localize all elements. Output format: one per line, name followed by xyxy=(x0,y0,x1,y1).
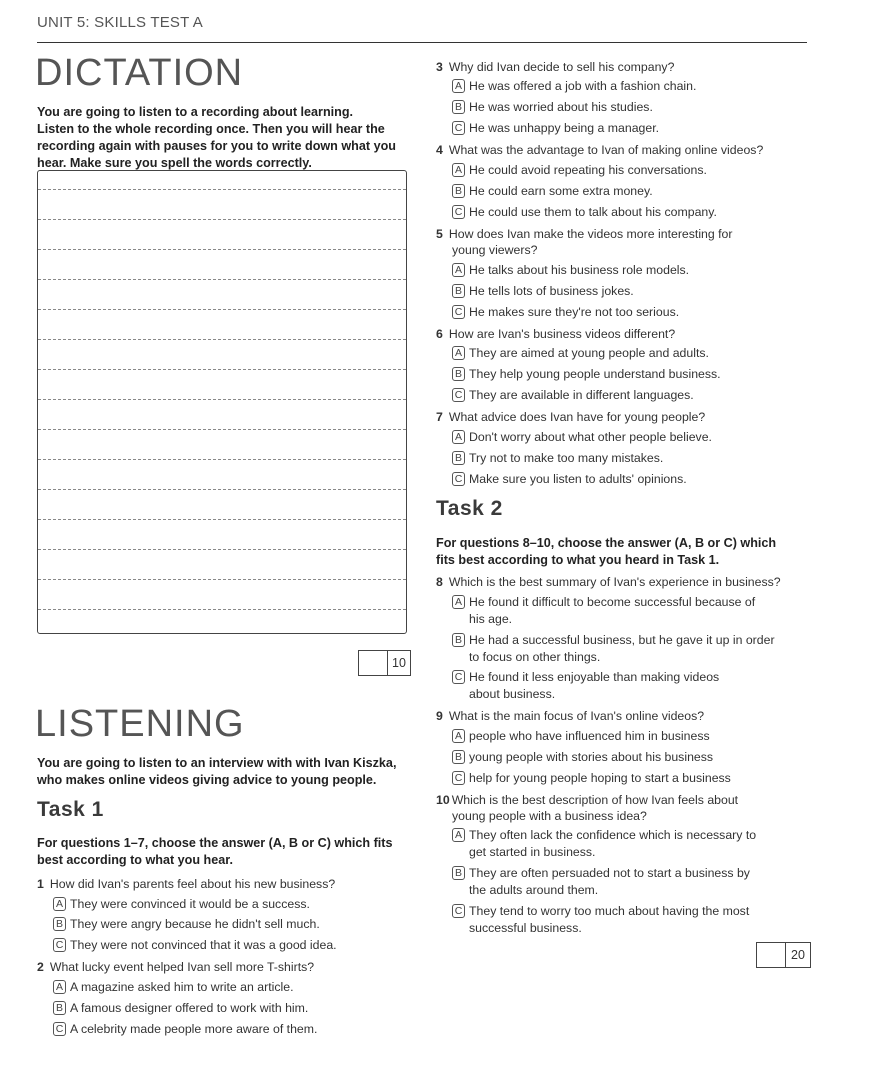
option-letter: A xyxy=(452,263,465,277)
dictation-instructions xyxy=(37,104,396,172)
option-text-line: the adults around them. xyxy=(469,883,599,897)
option-letter: C xyxy=(452,305,465,319)
question-text: What is the main focus of Ivan's online videos? xyxy=(448,709,705,723)
listening-instruction-line: You are going to listen to an interview with with Ivan Kiszka, xyxy=(37,756,397,770)
option-text-line: to focus on other things. xyxy=(469,650,601,664)
writing-line xyxy=(38,549,406,550)
option-text: A famous designer offered to work with him. xyxy=(70,1001,309,1015)
option-letter: A xyxy=(452,729,465,743)
option-text: They were angry because he didn't sell much. xyxy=(70,917,320,931)
option-letter: B xyxy=(452,866,465,880)
question-3 xyxy=(436,59,674,75)
writing-line xyxy=(38,459,406,460)
option-letter: B xyxy=(452,100,465,114)
question-text: What advice does Ivan have for young people? xyxy=(448,410,706,424)
option-text: He was unhappy being a manager. xyxy=(469,121,660,135)
option-letter: A xyxy=(452,79,465,93)
dictation-score-box[interactable] xyxy=(358,650,411,676)
option-text: Make sure you listen to adults' opinions. xyxy=(469,472,687,486)
option-letter: C xyxy=(452,904,465,918)
option-text xyxy=(469,669,719,703)
option-text-line: get started in business. xyxy=(469,845,596,859)
option-text: They are aimed at young people and adults. xyxy=(469,346,709,360)
option-text: He was worried about his studies. xyxy=(469,100,653,114)
question-text: How does Ivan make the videos more interesting for xyxy=(448,227,733,241)
writing-line xyxy=(38,609,406,610)
option-letter: A xyxy=(452,346,465,360)
writing-line xyxy=(38,369,406,370)
question-8 xyxy=(436,574,781,590)
question-5 xyxy=(436,226,733,258)
option-letter: C xyxy=(452,388,465,402)
option-text: help for young people hoping to start a business xyxy=(469,771,731,785)
option-letter: B xyxy=(53,917,66,931)
header-divider xyxy=(37,42,807,43)
task1-instructions xyxy=(37,835,393,869)
writing-line xyxy=(38,189,406,190)
writing-line xyxy=(38,279,406,280)
writing-line xyxy=(38,429,406,430)
option-text-line: about business. xyxy=(469,687,556,701)
task1-instruction-line: best according to what you hear. xyxy=(37,853,233,867)
writing-line xyxy=(38,309,406,310)
question-number: 7 xyxy=(436,410,443,424)
option-text: He talks about his business role models. xyxy=(469,263,690,277)
question-1 xyxy=(37,876,335,892)
option-text-line: He had a successful business, but he gave it up in order xyxy=(469,633,775,647)
dictation-instruction-line: You are going to listen to a recording about learning. xyxy=(37,105,354,119)
score-total: 20 xyxy=(791,948,805,962)
question-number: 3 xyxy=(436,60,443,74)
score-blank[interactable] xyxy=(359,651,388,675)
option-text-line: He found it difficult to become successful because of xyxy=(469,595,756,609)
writing-line xyxy=(38,399,406,400)
dictation-instruction-line: Listen to the whole recording once. Then you will hear the xyxy=(37,122,385,136)
question-text: Which is the best summary of Ivan's experience in business? xyxy=(448,575,781,589)
unit-header: UNIT 5: SKILLS TEST A xyxy=(37,14,203,31)
option-text: people who have influenced him in business xyxy=(469,729,710,743)
dictation-title: DICTATION xyxy=(35,52,244,94)
option-letter: A xyxy=(452,595,465,609)
writing-line xyxy=(38,249,406,250)
question-text: young people with a business idea? xyxy=(452,809,647,823)
option-letter: C xyxy=(53,1022,66,1036)
option-text: He could earn some extra money. xyxy=(469,184,653,198)
question-number: 5 xyxy=(436,227,443,241)
question-number: 8 xyxy=(436,575,443,589)
task2-instruction-line: fits best according to what you heard in Task 1. xyxy=(436,553,720,567)
option-text-line: He found it less enjoyable than making videos xyxy=(469,670,720,684)
question-text: How are Ivan's business videos different? xyxy=(448,327,676,341)
task1-title: Task 1 xyxy=(37,798,104,821)
option-letter: A xyxy=(452,828,465,842)
option-letter: B xyxy=(53,1001,66,1015)
question-text: What was the advantage to Ivan of making online videos? xyxy=(448,143,764,157)
question-text: young viewers? xyxy=(452,243,538,257)
option-text: He could avoid repeating his conversations. xyxy=(469,163,707,177)
question-4 xyxy=(436,142,763,158)
option-text-line: successful business. xyxy=(469,921,582,935)
option-text xyxy=(469,903,749,937)
option-text: They were convinced it would be a success. xyxy=(70,897,310,911)
option-text xyxy=(469,632,775,666)
option-text: He tells lots of business jokes. xyxy=(469,284,634,298)
question-9 xyxy=(436,708,704,724)
option-text: Try not to make too many mistakes. xyxy=(469,451,664,465)
option-text: They were not convinced that it was a good idea. xyxy=(70,938,337,952)
option-letter: A xyxy=(53,897,66,911)
option-letter: B xyxy=(452,750,465,764)
option-text-line: They often lack the confidence which is necessary to xyxy=(469,828,757,842)
option-letter: C xyxy=(452,472,465,486)
task1-instruction-line: For questions 1–7, choose the answer (A, B or C) which fits xyxy=(37,836,393,850)
score-blank[interactable] xyxy=(757,943,786,967)
option-letter: C xyxy=(53,938,66,952)
option-letter: B xyxy=(452,633,465,647)
question-number: 6 xyxy=(436,327,443,341)
question-text: What lucky event helped Ivan sell more T-shirts? xyxy=(49,960,315,974)
option-letter: C xyxy=(452,771,465,785)
question-7 xyxy=(436,409,705,425)
option-text: young people with stories about his business xyxy=(469,750,714,764)
question-10 xyxy=(436,792,738,824)
question-text: How did Ivan's parents feel about his new business? xyxy=(49,877,336,891)
writing-line xyxy=(38,579,406,580)
question-text: Which is the best description of how Ivan feels about xyxy=(451,793,739,807)
listening-instruction-line: who makes online videos giving advice to young people. xyxy=(37,773,377,787)
question-number: 10 xyxy=(436,793,450,807)
task2-instruction-line: For questions 8–10, choose the answer (A, B or C) which xyxy=(436,536,777,550)
option-text: Don't worry about what other people believe. xyxy=(469,430,712,444)
option-letter: B xyxy=(452,184,465,198)
question-number: 1 xyxy=(37,877,44,891)
option-text-line: They tend to worry too much about having the most xyxy=(469,904,750,918)
writing-line xyxy=(38,339,406,340)
option-letter: A xyxy=(452,163,465,177)
option-text: He makes sure they're not too serious. xyxy=(469,305,680,319)
option-text: A magazine asked him to write an article. xyxy=(70,980,294,994)
writing-line xyxy=(38,219,406,220)
option-letter: C xyxy=(452,121,465,135)
option-text: They are available in different languages. xyxy=(469,388,694,402)
dictation-instruction-line: hear. Make sure you spell the words correctly. xyxy=(37,156,312,170)
question-number: 4 xyxy=(436,143,443,157)
option-letter: C xyxy=(452,205,465,219)
task2-instructions xyxy=(436,535,776,569)
question-text: Why did Ivan decide to sell his company? xyxy=(448,60,675,74)
listening-instructions xyxy=(37,755,396,789)
question-2 xyxy=(37,959,314,975)
listening-score-box[interactable] xyxy=(756,942,811,968)
option-letter: B xyxy=(452,451,465,465)
task2-title: Task 2 xyxy=(436,497,503,520)
option-text: He could use them to talk about his company. xyxy=(469,205,717,219)
question-number: 9 xyxy=(436,709,443,723)
option-letter: A xyxy=(452,430,465,444)
option-letter: B xyxy=(452,284,465,298)
dictation-writing-box[interactable] xyxy=(37,170,407,634)
option-text-line: his age. xyxy=(469,612,513,626)
question-6 xyxy=(436,326,675,342)
option-text: They help young people understand business. xyxy=(469,367,721,381)
writing-line xyxy=(38,519,406,520)
option-text xyxy=(469,594,755,628)
dictation-instruction-line: recording again with pauses for you to write down what you xyxy=(37,139,396,153)
option-text xyxy=(469,827,756,861)
option-text: He was offered a job with a fashion chain. xyxy=(469,79,697,93)
option-letter: A xyxy=(53,980,66,994)
writing-line xyxy=(38,489,406,490)
option-text xyxy=(469,865,750,899)
option-text: A celebrity made people more aware of them. xyxy=(70,1022,318,1036)
listening-title: LISTENING xyxy=(35,703,245,745)
score-total: 10 xyxy=(392,656,406,670)
option-letter: B xyxy=(452,367,465,381)
question-number: 2 xyxy=(37,960,44,974)
option-text-line: They are often persuaded not to start a business by xyxy=(469,866,750,880)
option-letter: C xyxy=(452,670,465,684)
